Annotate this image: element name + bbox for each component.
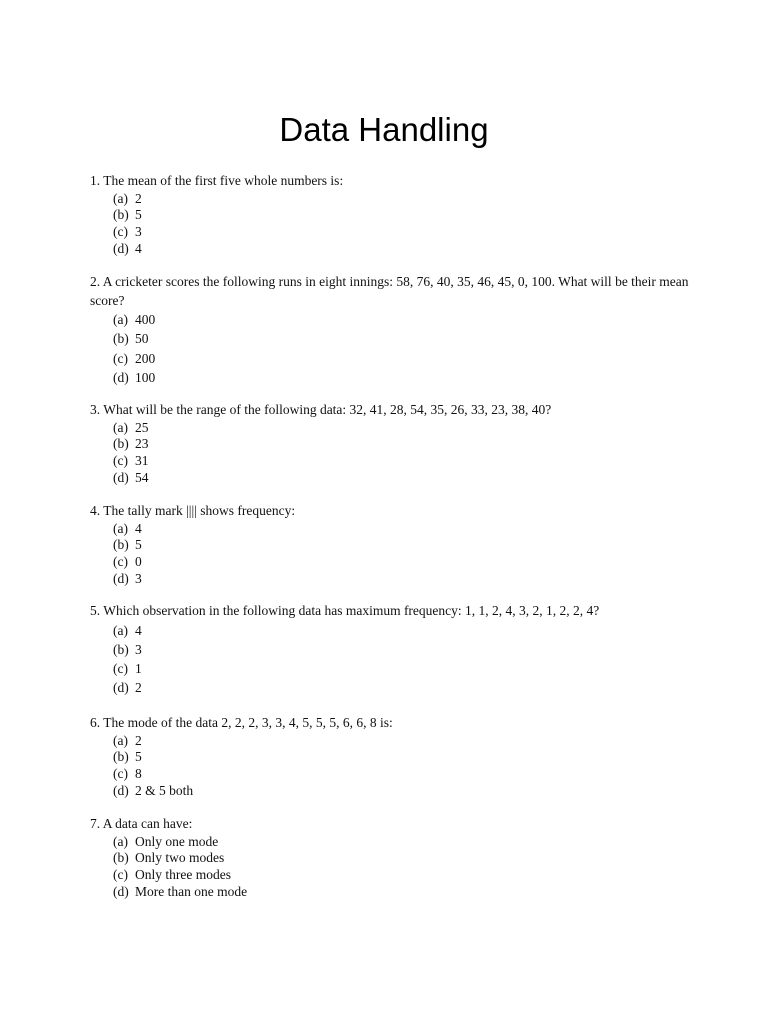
option-c xyxy=(113,453,690,470)
question-text: 6. The mode of the data 2, 2, 2, 3, 3, 4, 5, 5, 5, 6, 6, 8 is: xyxy=(90,715,393,730)
option-value: 5 xyxy=(135,537,142,553)
question-text: 4. The tally mark |||| shows frequency: xyxy=(90,503,296,518)
option-value: 2 & 5 both xyxy=(135,782,194,798)
option-value: 23 xyxy=(135,436,149,452)
option-c xyxy=(113,766,690,783)
option-label: (a) xyxy=(113,312,128,327)
option-list xyxy=(90,733,690,800)
question-1 xyxy=(90,172,690,258)
option-label: (a) xyxy=(113,622,128,638)
option-value: 200 xyxy=(135,350,156,366)
option-label: (b) xyxy=(113,641,129,657)
option-value: Only two modes xyxy=(135,850,225,866)
option-b xyxy=(113,640,690,659)
option-label: (a) xyxy=(113,833,128,849)
option-d xyxy=(113,884,690,901)
option-b xyxy=(113,850,690,867)
question-7 xyxy=(90,815,690,901)
option-value: 1 xyxy=(135,661,142,677)
question-5 xyxy=(90,602,690,698)
option-a xyxy=(113,420,690,437)
option-label: (d) xyxy=(113,782,129,798)
option-a xyxy=(113,733,690,750)
option-c xyxy=(113,867,690,884)
option-list xyxy=(90,191,690,258)
option-label: (c) xyxy=(113,661,128,677)
option-label: (a) xyxy=(113,190,128,206)
option-label: (a) xyxy=(113,520,128,536)
option-label: (b) xyxy=(113,436,129,452)
option-value: Only one mode xyxy=(135,833,219,849)
option-c xyxy=(113,224,690,241)
option-value: 2 xyxy=(135,680,142,696)
question-text: 1. The mean of the first five whole numbers is: xyxy=(90,173,344,188)
option-value: 2 xyxy=(135,190,142,206)
option-value: 3 xyxy=(135,570,142,586)
option-c xyxy=(113,349,690,368)
option-value: More than one mode xyxy=(135,883,248,899)
option-value: Only three modes xyxy=(135,867,231,883)
option-d xyxy=(113,571,690,588)
question-3 xyxy=(90,401,690,487)
option-label: (b) xyxy=(113,537,129,553)
option-label: (d) xyxy=(113,883,129,899)
question-6 xyxy=(90,714,690,800)
option-value: 25 xyxy=(135,419,149,435)
option-label: (c) xyxy=(113,224,128,240)
option-b xyxy=(113,329,690,348)
option-value: 2 xyxy=(135,732,142,748)
option-value: 4 xyxy=(135,622,142,638)
option-label: (a) xyxy=(113,419,128,435)
option-d xyxy=(113,678,690,697)
option-a xyxy=(113,191,690,208)
option-label: (c) xyxy=(113,453,128,469)
question-text: 3. What will be the range of the following data: 32, 41, 28, 54, 35, 26, 33, 23, 38, 40? xyxy=(90,402,552,417)
option-a xyxy=(113,834,690,851)
question-4 xyxy=(90,502,690,588)
option-b xyxy=(113,436,690,453)
option-list xyxy=(90,621,690,698)
option-label: (d) xyxy=(113,469,129,485)
option-label: (b) xyxy=(113,850,129,866)
option-label: (a) xyxy=(113,732,128,748)
option-label: (c) xyxy=(113,350,128,366)
option-value: 5 xyxy=(135,749,142,765)
option-d xyxy=(113,241,690,258)
option-c xyxy=(113,659,690,678)
option-value: 8 xyxy=(135,766,142,782)
option-label: (d) xyxy=(113,369,129,385)
option-list xyxy=(90,310,690,387)
option-label: (d) xyxy=(113,680,129,696)
question-2 xyxy=(90,273,690,387)
option-value: 3 xyxy=(135,641,142,657)
option-value: 4 xyxy=(135,240,142,256)
option-d xyxy=(113,368,690,387)
option-d xyxy=(113,470,690,487)
option-a xyxy=(113,310,690,329)
option-list xyxy=(90,521,690,588)
question-text: 2. A cricketer scores the following runs in eight innings: 58, 76, 40, 35, 46, 45, 0, 100. What will be their mean score? xyxy=(90,274,689,308)
question-text: 5. Which observation in the following data has maximum frequency: 1, 1, 2, 4, 3, 2, 1, 2, 2, 4? xyxy=(90,603,600,618)
option-c xyxy=(113,554,690,571)
option-label: (d) xyxy=(113,240,129,256)
option-value: 0 xyxy=(135,554,142,570)
option-label: (d) xyxy=(113,570,129,586)
option-value: 50 xyxy=(135,331,149,347)
option-label: (c) xyxy=(113,766,128,782)
option-b xyxy=(113,749,690,766)
option-list xyxy=(90,420,690,487)
option-value: 5 xyxy=(135,207,142,223)
option-a xyxy=(113,521,690,538)
question-text: 7. A data can have: xyxy=(90,816,193,831)
option-a xyxy=(113,621,690,640)
option-value: 100 xyxy=(135,369,156,385)
option-label: (c) xyxy=(113,554,128,570)
option-value: 4 xyxy=(135,520,142,536)
option-b xyxy=(113,537,690,554)
option-b xyxy=(113,207,690,224)
option-label: (b) xyxy=(113,331,129,347)
option-value: 54 xyxy=(135,469,149,485)
option-d xyxy=(113,783,690,800)
option-label: (b) xyxy=(113,207,129,223)
option-value: 31 xyxy=(135,453,149,469)
page-title: Data Handling xyxy=(279,111,489,148)
option-value: 400 xyxy=(135,312,156,327)
option-label: (c) xyxy=(113,867,128,883)
option-list xyxy=(90,834,690,901)
option-value: 3 xyxy=(135,224,142,240)
option-label: (b) xyxy=(113,749,129,765)
